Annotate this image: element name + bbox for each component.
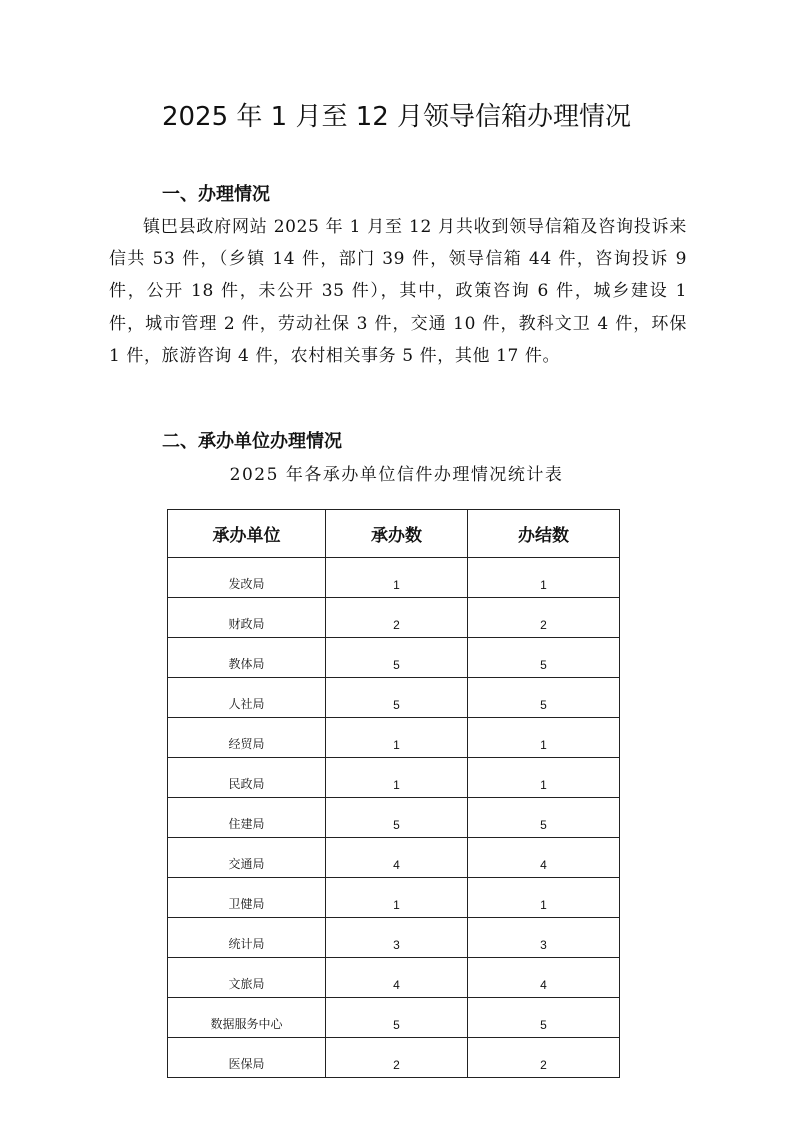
table-row (168, 718, 620, 758)
closed-cell: 5 (468, 998, 620, 1038)
header-closed: 办结数 (468, 510, 620, 558)
unit-cell: 民政局 (168, 758, 326, 798)
closed-cell: 4 (468, 958, 620, 998)
page-title: 2025 年 1 月至 12 月领导信箱办理情况 (161, 102, 632, 132)
table-row (168, 918, 620, 958)
table-row (168, 678, 620, 718)
handled-cell: 3 (326, 918, 468, 958)
unit-cell: 卫健局 (168, 878, 326, 918)
closed-cell: 5 (468, 638, 620, 678)
units-statistics-table (167, 509, 620, 1078)
table-row (168, 558, 620, 598)
handled-cell: 4 (326, 838, 468, 878)
unit-cell: 医保局 (168, 1038, 326, 1078)
handled-cell: 2 (326, 598, 468, 638)
table-row (168, 958, 620, 998)
table-header-row (168, 510, 620, 558)
header-unit: 承办单位 (168, 510, 326, 558)
handled-cell: 5 (326, 638, 468, 678)
table-row (168, 1038, 620, 1078)
table-row (168, 638, 620, 678)
closed-cell: 1 (468, 718, 620, 758)
unit-cell: 住建局 (168, 798, 326, 838)
unit-cell: 发改局 (168, 558, 326, 598)
handled-cell: 5 (326, 678, 468, 718)
unit-cell: 人社局 (168, 678, 326, 718)
closed-cell: 2 (468, 1038, 620, 1078)
closed-cell: 1 (468, 878, 620, 918)
handled-cell: 1 (326, 718, 468, 758)
table-row (168, 998, 620, 1038)
handled-cell: 1 (326, 758, 468, 798)
unit-cell: 文旅局 (168, 958, 326, 998)
table-row (168, 598, 620, 638)
handled-cell: 1 (326, 558, 468, 598)
closed-cell: 5 (468, 678, 620, 718)
handled-cell: 2 (326, 1038, 468, 1078)
unit-cell: 数据服务中心 (168, 998, 326, 1038)
closed-cell: 3 (468, 918, 620, 958)
unit-cell: 统计局 (168, 918, 326, 958)
section-heading-units: 二、承办单位办理情况 (162, 431, 342, 452)
handled-cell: 5 (326, 998, 468, 1038)
header-handled: 承办数 (326, 510, 468, 558)
closed-cell: 2 (468, 598, 620, 638)
handled-cell: 4 (326, 958, 468, 998)
closed-cell: 4 (468, 838, 620, 878)
unit-cell: 教体局 (168, 638, 326, 678)
table-row (168, 798, 620, 838)
table-row (168, 758, 620, 798)
unit-cell: 经贸局 (168, 718, 326, 758)
unit-cell: 财政局 (168, 598, 326, 638)
section-heading-handling: 一、办理情况 (162, 184, 270, 205)
closed-cell: 1 (468, 758, 620, 798)
handled-cell: 1 (326, 878, 468, 918)
table-caption: 2025 年各承办单位信件办理情况统计表 (229, 465, 564, 485)
handled-cell: 5 (326, 798, 468, 838)
closed-cell: 5 (468, 798, 620, 838)
closed-cell: 1 (468, 558, 620, 598)
handling-summary-paragraph: 镇巴县政府网站 2025 年 1 月至 12 月共收到领导信箱及咨询投诉来信共 53 件，（乡镇 14 件，部门 39 件，领导信箱 44 件，咨询投诉 9 件，公开 18 件，未公开 35 件），其中，政策咨询 6 件，城乡建设 1 件，城市管理 2 件，劳动社保 3 件，交通 10 件，教科文卫 4 件，环保 1 件，旅游咨询 4 件，农村相关事务 5 件，其他 17 件。 (109, 217, 687, 366)
table-row (168, 838, 620, 878)
unit-cell: 交通局 (168, 838, 326, 878)
table-row (168, 878, 620, 918)
